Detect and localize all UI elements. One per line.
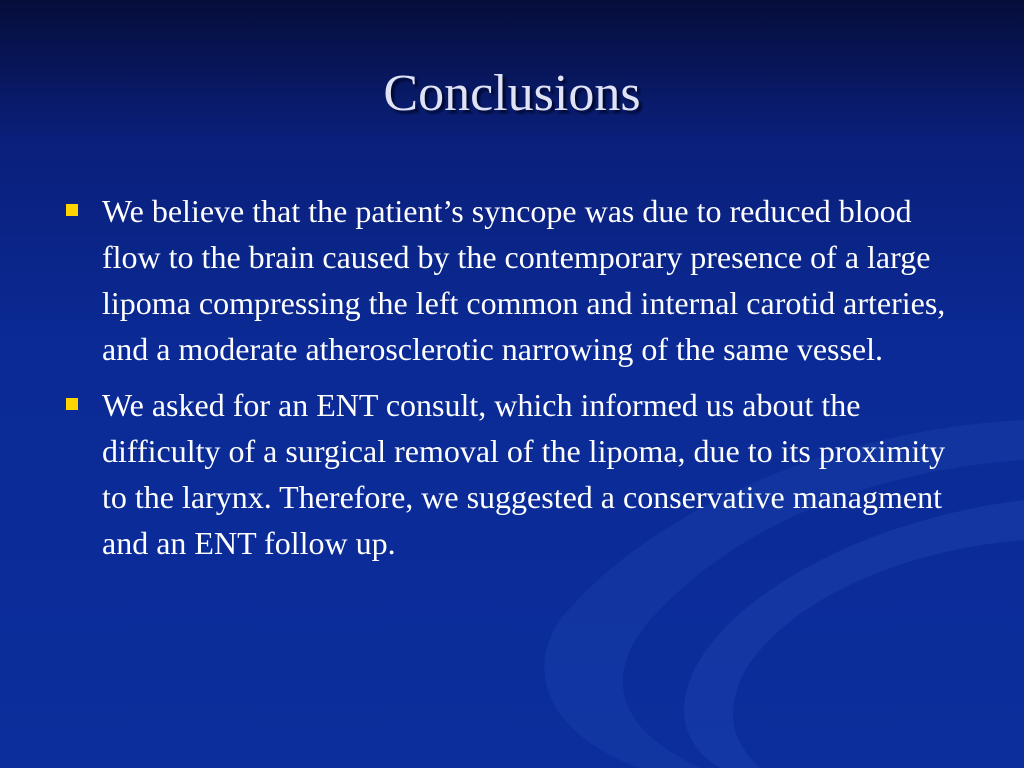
square-bullet-icon xyxy=(66,204,78,216)
bullet-list xyxy=(60,188,970,576)
bullet-text-1: We believe that the patient’s syncope was due to reduced blood flow to the brain caused by the contemporary presence of a large lipoma compressing the left common and internal carotid arteries, and a moderate atherosclerotic narrowing of the same vessel. xyxy=(102,193,946,367)
square-bullet-icon xyxy=(66,398,78,410)
bullet-item-1 xyxy=(60,188,970,372)
bullet-text-2: We asked for an ENT consult, which informed us about the difficulty of a surgical removal of the lipoma, due to its proximity to the larynx. Therefore, we suggested a conservative managment and an ENT follow up. xyxy=(102,387,946,561)
bullet-item-2 xyxy=(60,382,970,566)
slide-title: Conclusions xyxy=(383,65,641,122)
